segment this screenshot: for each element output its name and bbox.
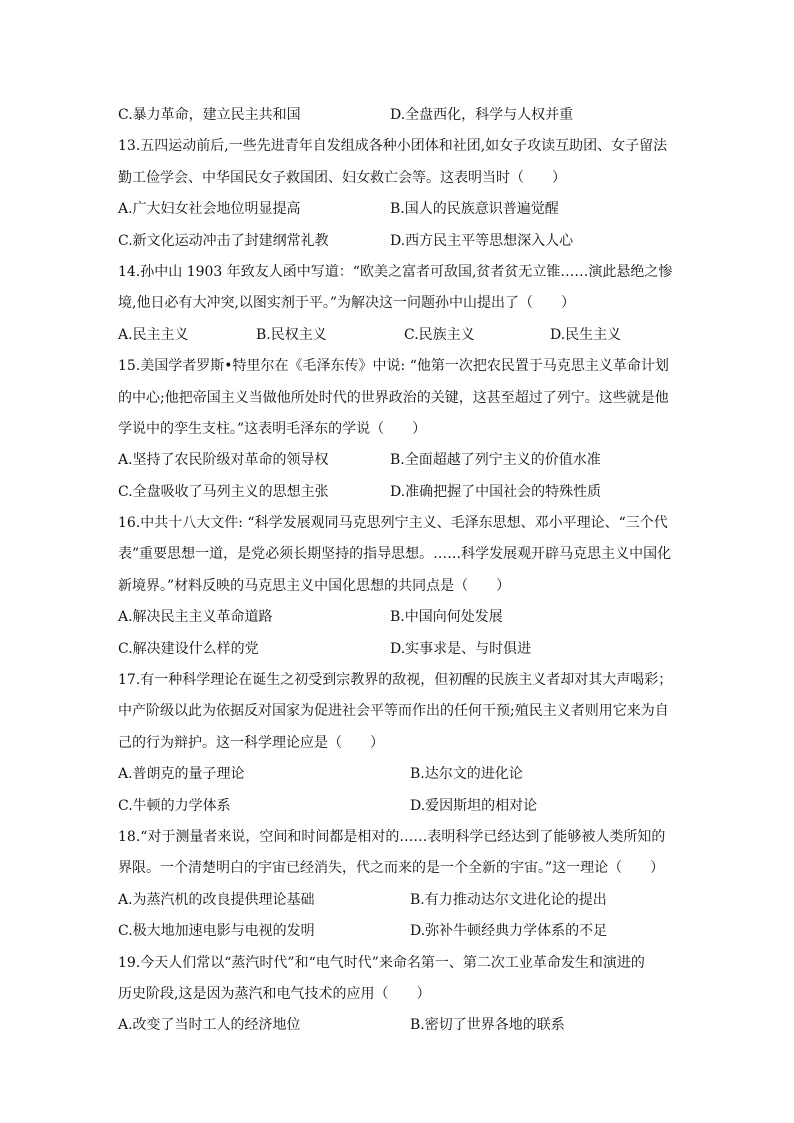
option-row xyxy=(118,445,678,476)
answer-option[interactable]: A.为蒸汽机的改良提供理论基础 xyxy=(118,891,315,908)
option-row xyxy=(118,759,678,790)
answer-option[interactable]: D.爱因斯坦的相对论 xyxy=(410,797,538,814)
question-text-line: 界限。一个清楚明白的宇宙已经消失，代之而来的是一个全新的宇宙。”这一理论（ ） xyxy=(118,860,665,877)
answer-option[interactable]: D.全盘西化，科学与人权并重 xyxy=(390,107,574,123)
answer-option[interactable]: A.解决民主主义革命道路 xyxy=(118,609,273,626)
question-text-line: 学说中的孪生支柱。”这表明毛泽东的学说（ ） xyxy=(118,420,427,437)
option-row xyxy=(118,1010,678,1041)
option-row xyxy=(118,477,678,508)
answer-option[interactable]: D.民生主义 xyxy=(550,326,622,343)
answer-option[interactable]: C.解决建设什么样的党 xyxy=(118,640,259,657)
exam-page xyxy=(118,100,678,1042)
question-text-line: 18.“对于测量者来说，空间和时间都是相对的……表明科学已经达到了能够被人类所知的 xyxy=(118,828,666,845)
question-text-line: 16.中共十八大文件: “科学发展观同马克思列宁主义、毛泽东思想、邓小平理论、“三个代 xyxy=(118,515,668,532)
option-row xyxy=(118,885,678,916)
answer-option[interactable]: C.新文化运动冲击了封建纲常礼教 xyxy=(118,232,329,249)
answer-option[interactable]: A.改变了当时工人的经济地位 xyxy=(118,1017,301,1034)
question-text-line: 15.美国学者罗斯•特里尔在《毛泽东传》中说: “他第一次把农民置于马克思主义革命计划 xyxy=(118,358,669,375)
answer-option[interactable]: B.有力推动达尔文进化论的提出 xyxy=(410,891,607,908)
answer-option[interactable]: B.全面超越了列宁主义的价值水准 xyxy=(390,452,601,469)
answer-option[interactable]: C.极大地加速电影与电视的发明 xyxy=(118,923,315,940)
question-text-line: 历史阶段,这是因为蒸汽和电气技术的应用（ ） xyxy=(118,985,431,1002)
answer-option[interactable]: C.全盘吸收了马列主义的思想主张 xyxy=(118,483,329,500)
question-text-line: 13.五四运动前后,一些先进青年自发组成各种小团体和社团,如女子攻读互助团、女子留法 xyxy=(118,138,668,155)
answer-option[interactable]: D.准确把握了中国社会的特殊性质 xyxy=(390,483,602,500)
option-row xyxy=(118,791,678,822)
option-row xyxy=(118,634,678,665)
answer-option[interactable]: C.暴力革命，建立民主共和国 xyxy=(118,107,301,123)
answer-option[interactable]: B.中国向何处发展 xyxy=(390,609,503,626)
option-row xyxy=(118,602,678,633)
question-text-line: 己的行为辩护。这一科学理论应是（ ） xyxy=(118,734,384,751)
question-text-line: 17.有一种科学理论在诞生之初受到宗教界的敌视，但初醒的民族主义者却对其大声喝彩； xyxy=(118,672,673,689)
answer-option[interactable]: D.实事求是、与时俱进 xyxy=(390,640,532,657)
answer-option[interactable]: C.牛顿的力学体系 xyxy=(118,797,231,814)
question-text-line: 新境界。”材料反映的马克思主义中国化思想的共同点是（ ） xyxy=(118,577,511,594)
question-text-line: 14.孙中山 1903 年致友人函中写道：“欧美之富者可敌国,贫者贫无立锥……演此悬绝之惨 xyxy=(118,263,673,280)
answer-option[interactable]: B.国人的民族意识普遍觉醒 xyxy=(390,201,559,218)
option-row xyxy=(118,100,678,131)
answer-option[interactable]: B.密切了世界各地的联系 xyxy=(410,1017,565,1034)
option-row xyxy=(118,320,678,351)
option-row xyxy=(118,194,678,225)
answer-option[interactable]: A.民主主义 xyxy=(118,326,189,343)
answer-option[interactable]: D.弥补牛顿经典力学体系的不足 xyxy=(410,923,608,940)
question-text-line: 的中心;他把帝国主义当做他所处时代的世界政治的关键，这甚至超过了列宁。这些就是他 xyxy=(118,389,669,406)
option-row xyxy=(118,226,678,257)
answer-option[interactable]: C.民族主义 xyxy=(404,326,475,343)
question-text-line: 表”重要思想一道，是党必须长期坚持的指导思想。……科学发展观开辟马克思主义中国化 xyxy=(118,546,672,563)
question-text-line: 19.今天人们常以“蒸汽时代”和“电气时代”来命名第一、第二次工业革命发生和演进的 xyxy=(118,954,645,971)
question-text-line: 勤工俭学会、中华国民女子救国团、妇女救亡会等。这表明当时（ ） xyxy=(118,169,566,186)
question-text-line: 境,他日必有大冲突,以图实剂于平。”为解决这一问题孙中山提出了（ ） xyxy=(118,295,576,312)
answer-option[interactable]: B.达尔文的进化论 xyxy=(410,766,523,783)
option-row xyxy=(118,916,678,947)
answer-option[interactable]: B.民权主义 xyxy=(256,326,327,343)
question-text-line: 中产阶级以此为依据反对国家为促进社会平等而作出的任何干预;殖民主义者则用它来为自 xyxy=(118,703,669,720)
answer-option[interactable]: A.广大妇女社会地位明显提高 xyxy=(118,201,301,218)
answer-option[interactable]: A.普朗克的量子理论 xyxy=(118,766,245,783)
answer-option[interactable]: D.西方民主平等思想深入人心 xyxy=(390,232,574,249)
answer-option[interactable]: A.坚持了农民阶级对革命的领导权 xyxy=(118,452,329,469)
